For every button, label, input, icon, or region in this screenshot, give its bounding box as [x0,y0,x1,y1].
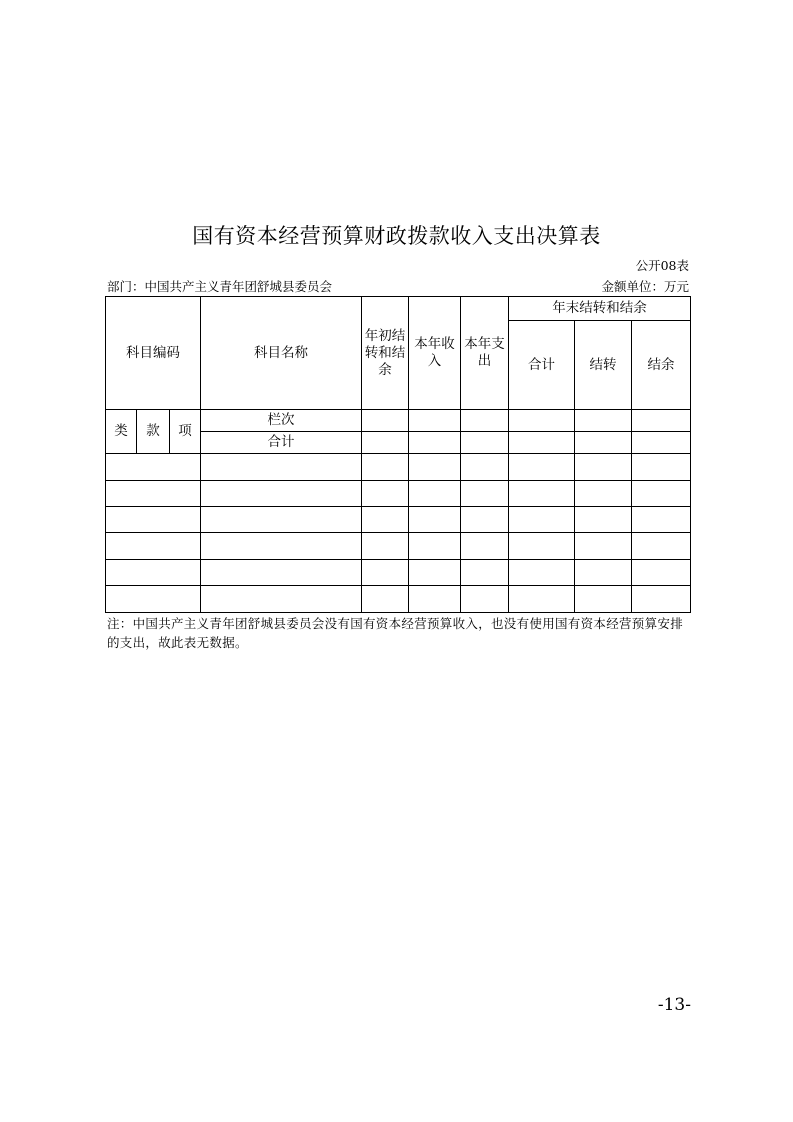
table-cell [461,454,509,481]
table-cell [575,560,632,586]
table-cell [106,533,201,560]
table-cell [575,410,632,432]
form-number: 公开08表 [635,258,689,273]
department-label: 部门：中国共产主义青年团舒城县委员会 [107,279,333,294]
table-cell [509,533,575,560]
year-end-carryover-header: 结转 [575,321,632,410]
table-cell [461,560,509,586]
expense-header [461,297,509,410]
amount-unit-label: 金额单位：万元 [601,279,689,294]
table-cell [461,533,509,560]
year-end-surplus-header: 结余 [632,321,691,410]
table-cell [632,454,691,481]
table-cell [632,560,691,586]
table-cell [575,481,632,507]
table-cell [362,432,409,454]
table-cell [409,432,461,454]
table-cell [106,507,201,533]
budget-table [105,296,691,613]
table-cell [409,560,461,586]
beginning-balance-header [362,297,409,410]
table-cell [461,507,509,533]
subject-code-header: 科目编码 [106,297,201,410]
table-row [106,560,691,586]
table-row [106,481,691,507]
expense-label: 本年支出 [464,336,505,369]
table-cell [201,481,362,507]
table-cell [461,481,509,507]
category-header: 类 [106,410,137,454]
table-cell [461,410,509,432]
table-cell [461,432,509,454]
table-cell [201,560,362,586]
table-cell [509,560,575,586]
subject-name-header: 科目名称 [201,297,362,410]
table-row [106,454,691,481]
item-header: 项 [170,410,201,454]
table-cell [362,410,409,432]
document-title: 国有资本经营预算财政拨款收入支出决算表 [192,224,601,248]
table-cell [509,454,575,481]
column-order-label: 栏次 [201,410,362,432]
table-cell [201,454,362,481]
table-cell [362,586,409,613]
year-end-total-header: 合计 [509,321,575,410]
table-cell [201,507,362,533]
table-cell [362,507,409,533]
table-cell [632,507,691,533]
table-cell [201,586,362,613]
table-cell [632,586,691,613]
table-cell [575,432,632,454]
table-cell [409,481,461,507]
table-cell [509,410,575,432]
income-header [409,297,461,410]
sum-row-label: 合计 [201,432,362,454]
table-cell [632,410,691,432]
table-cell [362,454,409,481]
section-header: 款 [137,410,170,454]
table-cell [461,586,509,613]
table-cell [409,533,461,560]
table-cell [632,533,691,560]
table-cell [509,586,575,613]
table-cell [509,432,575,454]
table-row [106,507,691,533]
table-row [106,533,691,560]
table-cell [509,507,575,533]
table-cell [409,586,461,613]
table-cell [362,481,409,507]
table-cell [575,533,632,560]
table-cell [106,481,201,507]
table-cell [106,586,201,613]
beginning-balance-label: 年初结转和结余 [364,327,406,378]
table-cell [632,432,691,454]
table-cell [362,533,409,560]
table-cell [106,560,201,586]
table-cell [575,586,632,613]
header-row-1 [106,297,691,321]
table-cell [575,454,632,481]
table-cell [575,507,632,533]
table-note: 注：中国共产主义青年团舒城县委员会没有国有资本经营预算收入，也没有使用国有资本经营预算安排的支出，故此表无数据。 [107,616,684,650]
table-cell [509,481,575,507]
year-end-group-header: 年末结转和结余 [509,297,691,321]
table-cell [409,507,461,533]
table-cell [632,481,691,507]
income-label: 本年收入 [414,336,455,369]
column-order-row [106,410,691,432]
table-cell [409,454,461,481]
table-cell [409,410,461,432]
table-cell [201,533,362,560]
page-number: -13- [657,995,691,1015]
table-row [106,586,691,613]
table-cell [106,454,201,481]
table-cell [362,560,409,586]
